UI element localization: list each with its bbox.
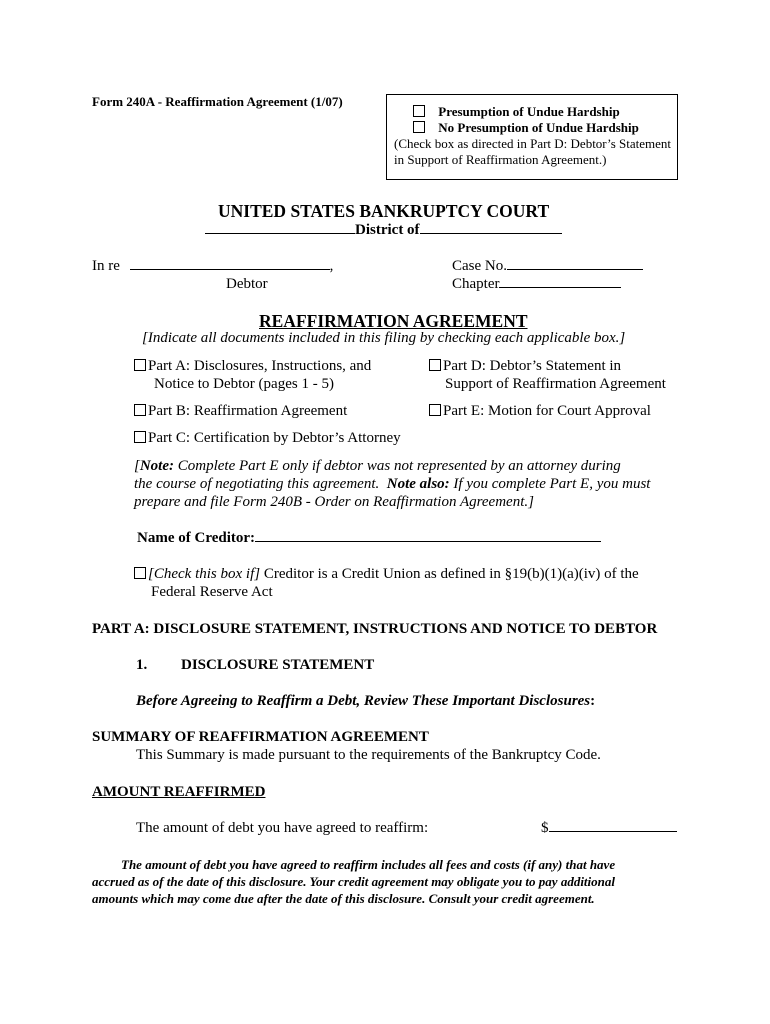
part-d-label: Part D: Debtor’s Statement in: [443, 358, 622, 374]
credit-union-italic: [Check this box if]: [148, 566, 261, 582]
credit-union-text: Creditor is a Credit Union as defined in §19(b)(1)(a)(iv) of the: [263, 566, 639, 582]
district-label: District of: [355, 222, 420, 238]
no-presumption-checkbox[interactable]: [413, 121, 425, 133]
note-text1: Complete Part E only if debtor was not represented by an attorney during: [177, 458, 621, 474]
final-line3: amounts which may come due after the date of this disclosure. Consult your credit agreement.: [92, 891, 595, 906]
final-line2: accrued as of the date of this disclosure. Your credit agreement may obligate you to pay additional: [92, 874, 615, 889]
credit-union-checkbox[interactable]: [134, 567, 146, 579]
chapter-blank[interactable]: [499, 286, 621, 288]
note-also-text: If you complete Part E, you must: [453, 476, 651, 492]
part-b-label: Part B: Reaffirmation Agreement: [148, 403, 348, 419]
note-line2: [134, 476, 650, 493]
summary-text: This Summary is made pursuant to the requirements of the Bankruptcy Code.: [136, 747, 601, 763]
part-a-option: [134, 358, 371, 375]
hardship-box: [386, 94, 678, 180]
case-no-line: [452, 258, 643, 275]
note-label: Note:: [139, 458, 174, 474]
part-a-label-line2: Notice to Debtor (pages 1 - 5): [154, 376, 334, 392]
part-a-heading: PART A: DISCLOSURE STATEMENT, INSTRUCTIONS AND NOTICE TO DEBTOR: [92, 621, 658, 637]
part-b-checkbox[interactable]: [134, 404, 146, 416]
district-blank[interactable]: [205, 232, 355, 234]
court-title: UNITED STATES BANKRUPTCY COURT: [218, 201, 550, 221]
part-c-option: [134, 430, 401, 447]
presumption-label: Presumption of Undue Hardship: [438, 104, 620, 119]
note-line3: prepare and file Form 240B - Order on Reaffirmation Agreement.]: [134, 494, 534, 510]
creditor-line: [137, 530, 601, 547]
case-no-label: Case No.: [452, 258, 507, 274]
summary-heading: SUMMARY OF REAFFIRMATION AGREEMENT: [92, 729, 429, 745]
presumption-option: [413, 104, 620, 120]
box-note-line2: in Support of Reaffirmation Agreement.): [394, 152, 607, 167]
amount-text: The amount of debt you have agreed to reaffirm:: [136, 820, 429, 836]
section-number: 1.: [136, 657, 148, 673]
district-name-blank[interactable]: [420, 232, 562, 234]
before-agreeing-colon: :: [590, 693, 596, 709]
no-presumption-option: [413, 120, 639, 136]
box-note-line1: (Check box as directed in Part D: Debtor’s Statement: [394, 136, 672, 151]
note-also-label: Note also:: [386, 476, 450, 492]
creditor-label: Name of Creditor:: [137, 530, 256, 546]
part-b-option: [134, 403, 347, 420]
part-e-label: Part E: Motion for Court Approval: [443, 403, 651, 419]
in-re-label: In re: [92, 258, 120, 274]
form-label: Form 240A - Reaffirmation Agreement (1/07): [92, 94, 343, 109]
credit-union-line2: Federal Reserve Act: [151, 584, 273, 600]
chapter-label: Chapter: [452, 276, 500, 292]
district-line: [205, 222, 562, 239]
part-d-option: [429, 358, 621, 375]
agreement-title: REAFFIRMATION AGREEMENT: [259, 311, 528, 331]
chapter-line: [452, 276, 621, 293]
debtor-label: Debtor: [226, 276, 268, 292]
case-no-blank[interactable]: [507, 268, 643, 270]
in-re-line: In re ,: [92, 258, 334, 274]
agreement-instruction: [Indicate all documents included in this filing by checking each applicable box.]: [142, 330, 626, 346]
part-a-checkbox[interactable]: [134, 359, 146, 371]
amount-blank[interactable]: [549, 830, 677, 832]
part-e-checkbox[interactable]: [429, 404, 441, 416]
presumption-checkbox[interactable]: [413, 105, 425, 117]
part-d-label-line2: Support of Reaffirmation Agreement: [445, 376, 666, 392]
part-c-checkbox[interactable]: [134, 431, 146, 443]
section-title: DISCLOSURE STATEMENT: [181, 657, 375, 673]
note-line1: [134, 458, 621, 475]
credit-union-option: [134, 566, 639, 583]
creditor-name-blank[interactable]: [255, 540, 601, 542]
part-c-label: Part C: Certification by Debtor’s Attorney: [148, 430, 401, 446]
debtor-name-blank[interactable]: [130, 268, 330, 270]
note-text2: the course of negotiating this agreement.: [134, 476, 380, 492]
no-presumption-label: No Presumption of Undue Hardship: [438, 120, 639, 135]
note-bracket: [: [134, 458, 140, 474]
before-agreeing-text: Before Agreeing to Reaffirm a Debt, Review These Important Disclosures: [136, 693, 591, 709]
before-agreeing: [136, 693, 595, 710]
dollar-sign: $: [541, 820, 549, 836]
amount-field: [541, 820, 677, 837]
amount-heading: AMOUNT REAFFIRMED: [92, 784, 266, 800]
final-line1: The amount of debt you have agreed to reaffirm includes all fees and costs (if any) that have: [121, 857, 616, 872]
part-d-checkbox[interactable]: [429, 359, 441, 371]
part-a-label: Part A: Disclosures, Instructions, and: [148, 358, 372, 374]
part-e-option: [429, 403, 651, 420]
